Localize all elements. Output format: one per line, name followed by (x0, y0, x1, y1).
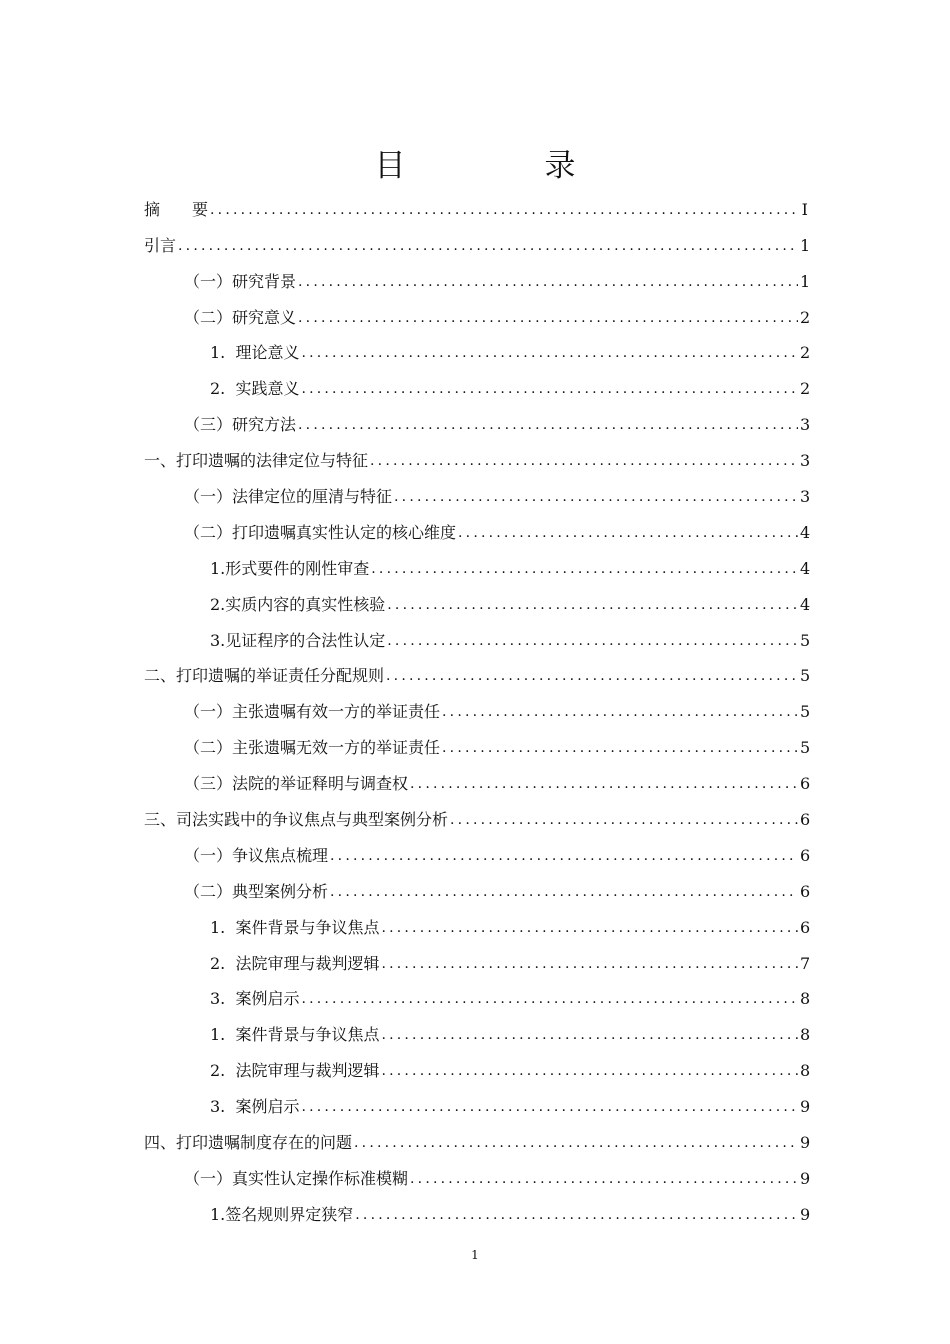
toc-entry-title: （一）研究背景 (184, 271, 297, 291)
toc-entry-page: 8 (800, 1025, 811, 1045)
toc-dot-leader (298, 308, 798, 328)
toc-entry-page: 5 (800, 738, 811, 758)
toc-entry-title: 一、打印遗嘱的法律定位与特征 (144, 451, 369, 471)
toc-entry[interactable] (144, 866, 811, 902)
toc-entry[interactable] (144, 722, 811, 758)
toc-dot-leader (178, 236, 798, 256)
toc-entry[interactable] (144, 1081, 811, 1117)
toc-dot-leader (301, 989, 798, 1009)
toc-entry[interactable] (144, 220, 811, 256)
toc-entry-title: 1. 案件背景与争议焦点 (210, 1025, 380, 1045)
toc-dot-leader (210, 200, 798, 220)
toc-entry-page: 1 (800, 235, 811, 255)
toc-entry[interactable] (144, 794, 811, 830)
toc-entry[interactable] (144, 543, 811, 579)
toc-entry-title: 1. 案件背景与争议焦点 (210, 917, 380, 937)
toc-entry-title: 2.实质内容的真实性核验 (210, 594, 386, 614)
toc-entry-title: （二）主张遗嘱无效一方的举证责任 (184, 738, 441, 758)
toc-entry[interactable] (144, 830, 811, 866)
toc-entry-page: 6 (800, 845, 811, 865)
toc-entry-page: 6 (800, 810, 811, 830)
toc-entry[interactable] (144, 579, 811, 615)
toc-entry[interactable] (144, 938, 811, 974)
toc-entry-page: 4 (800, 558, 811, 578)
toc-dot-leader (354, 1133, 798, 1153)
toc-entry-title: （二）打印遗嘱真实性认定的核心维度 (184, 522, 457, 542)
toc-dot-leader (298, 272, 798, 292)
toc-entry-title: 2. 法院审理与裁判逻辑 (210, 1061, 380, 1081)
toc-entry-title: 引言 (144, 235, 177, 255)
toc-entry-page: 2 (800, 343, 811, 363)
toc-entry-title: 摘 要 (144, 199, 209, 219)
toc-entry-page: 6 (800, 774, 811, 794)
toc-entry-title: （一）主张遗嘱有效一方的举证责任 (184, 702, 441, 722)
toc-entry-title: （二）典型案例分析 (184, 881, 329, 901)
toc-dot-leader (301, 379, 798, 399)
toc-dot-leader (386, 666, 798, 686)
toc-dot-leader (410, 774, 798, 794)
toc-entry[interactable] (144, 507, 811, 543)
toc-entry[interactable] (144, 758, 811, 794)
toc-dot-leader (410, 1169, 798, 1189)
toc-dot-leader (387, 595, 798, 615)
toc-entry-page: 9 (800, 1097, 811, 1117)
toc-dot-leader (371, 559, 798, 579)
toc-entry-title: 3. 案例启示 (210, 1097, 300, 1117)
toc-entry-page: 2 (800, 307, 811, 327)
toc-dot-leader (442, 738, 798, 758)
toc-entry[interactable] (144, 184, 808, 220)
toc-entry-page: 4 (800, 594, 811, 614)
toc-dot-leader (370, 451, 798, 471)
toc-entry-page: 3 (800, 487, 811, 507)
toc-dot-leader (458, 523, 798, 543)
toc-entry-page: 9 (800, 1168, 811, 1188)
toc-entry-page: 5 (800, 702, 811, 722)
toc-entry-title: 2. 实践意义 (210, 379, 300, 399)
toc-entry-page: 3 (800, 415, 811, 435)
toc-entry[interactable] (144, 686, 811, 722)
toc-entry-page: 5 (800, 666, 811, 686)
toc-entry-title: 四、打印遗嘱制度存在的问题 (144, 1133, 353, 1153)
toc-entry-title: 1.签名规则界定狭窄 (210, 1204, 354, 1224)
toc-dot-leader (442, 702, 798, 722)
toc-entry[interactable] (144, 328, 811, 364)
toc-entry-title: 2. 法院审理与裁判逻辑 (210, 953, 380, 973)
toc-entry[interactable] (144, 1153, 811, 1189)
toc-dot-leader (387, 631, 798, 651)
toc-entry[interactable] (144, 615, 811, 651)
toc-entry-title: （二）研究意义 (184, 307, 297, 327)
toc-entry[interactable] (144, 651, 811, 687)
toc-entry-page: 9 (800, 1204, 811, 1224)
page-number: 1 (471, 1248, 479, 1262)
toc-entry[interactable] (144, 1189, 811, 1225)
toc-entry-title: （一）争议焦点梳理 (184, 845, 329, 865)
toc-entry-page: 8 (800, 1061, 811, 1081)
toc-entry-page: 6 (800, 917, 811, 937)
toc-entry-title: （三）法院的举证释明与调查权 (184, 774, 409, 794)
toc-dot-leader (301, 1097, 798, 1117)
toc-entry-title: 二、打印遗嘱的举证责任分配规则 (144, 666, 385, 686)
toc-entry-title: 1. 理论意义 (210, 343, 300, 363)
toc-entry[interactable] (144, 256, 811, 292)
toc-dot-leader (381, 918, 798, 938)
toc-entry[interactable] (144, 363, 811, 399)
toc-entry[interactable] (144, 399, 811, 435)
toc-entry-page: 7 (800, 953, 811, 973)
toc-dot-leader (450, 810, 798, 830)
toc-entry-title: （一）真实性认定操作标准模糊 (184, 1168, 409, 1188)
toc-dot-leader (394, 487, 798, 507)
toc-entry-title: （三）研究方法 (184, 415, 297, 435)
toc-entry-page: I (801, 199, 808, 219)
toc-entry-title: 3. 案例启示 (210, 989, 300, 1009)
toc-dot-leader (330, 846, 798, 866)
toc-entry-title: 3.见证程序的合法性认定 (210, 630, 386, 650)
toc-entry[interactable] (144, 471, 811, 507)
toc-entry[interactable] (144, 1117, 811, 1153)
toc-entry-page: 9 (800, 1133, 811, 1153)
toc-dot-leader (381, 1061, 798, 1081)
toc-entry-page: 6 (800, 881, 811, 901)
toc-entry-title: 三、司法实践中的争议焦点与典型案例分析 (144, 810, 449, 830)
toc-entry-page: 8 (800, 989, 811, 1009)
toc-dot-leader (330, 882, 798, 902)
toc-entry-page: 4 (800, 522, 811, 542)
toc-dot-leader (355, 1205, 798, 1225)
toc-dot-leader (298, 415, 798, 435)
toc-entry[interactable] (144, 292, 811, 328)
toc-entry-page: 1 (800, 271, 811, 291)
toc-entry-page: 2 (800, 379, 811, 399)
toc-dot-leader (301, 343, 798, 363)
toc-entry[interactable] (144, 1045, 811, 1081)
toc-entry[interactable] (144, 902, 811, 938)
toc-entry-page: 5 (800, 630, 811, 650)
toc-dot-leader (381, 954, 798, 974)
table-of-contents (144, 184, 811, 1225)
toc-entry[interactable] (144, 435, 811, 471)
toc-entry-title: （一）法律定位的厘清与特征 (184, 487, 393, 507)
toc-entry-page: 3 (800, 451, 811, 471)
page-title: 目 录 (374, 148, 630, 184)
toc-dot-leader (381, 1025, 798, 1045)
toc-entry-title: 1.形式要件的刚性审查 (210, 558, 370, 578)
toc-entry[interactable] (144, 974, 811, 1010)
toc-entry[interactable] (144, 1009, 811, 1045)
